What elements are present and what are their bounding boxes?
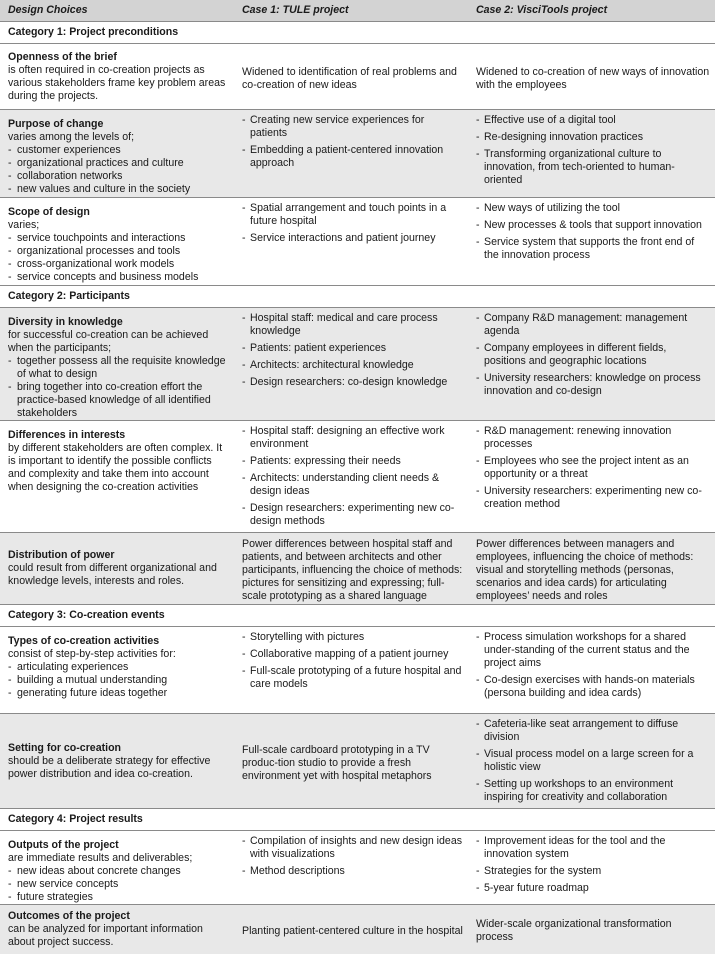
design-choice-list — [8, 355, 230, 420]
case-1-cell — [234, 627, 468, 714]
case-2-cell — [468, 533, 715, 605]
category-row — [0, 22, 715, 44]
case-2-cell — [468, 831, 715, 905]
design-choice-cell — [0, 198, 234, 286]
case-1-cell — [234, 831, 468, 905]
design-choice-title: Differences in interests — [8, 429, 126, 441]
list-item: - Effective use of a digital tool — [476, 114, 711, 127]
header-case-2: Case 2: VisciTools project — [468, 0, 715, 22]
category-title: Category 2: Participants — [0, 286, 715, 308]
list-item: - University researchers: knowledge on process innovation and co-design — [476, 372, 711, 398]
case-2-cell — [468, 44, 715, 110]
category-title: Category 3: Co-creation events — [0, 605, 715, 627]
list-item: - Hospital staff: medical and care process knowledge — [242, 312, 464, 338]
case2-text: Power differences between managers and employees, influencing the choice of methods: visual and storytelling methods (personas, scenarios and idea cards) for articulating employees’ needs and roles — [476, 538, 694, 602]
list-item: - organizational practices and culture — [8, 157, 230, 170]
list-item: - service concepts and business models — [8, 271, 230, 284]
design-choice-list — [8, 865, 230, 904]
case-1-cell — [234, 198, 468, 286]
list-item: - 5-year future roadmap — [476, 882, 711, 895]
list-item: - University researchers: experimenting new co-creation method — [476, 485, 711, 511]
table-row — [0, 905, 715, 954]
design-choice-cell — [0, 110, 234, 198]
list-item: - new service concepts — [8, 878, 230, 891]
case2-list — [476, 835, 711, 895]
list-item: - service touchpoints and interactions — [8, 232, 230, 245]
table-row — [0, 308, 715, 421]
design-choice-description: could result from different organizational and knowledge levels, interests and roles. — [8, 562, 217, 587]
list-item: - Creating new service experiences for patients — [242, 114, 464, 140]
case-1-cell — [234, 905, 468, 954]
case-1-cell — [234, 533, 468, 605]
list-item: - cross-organizational work models — [8, 258, 230, 271]
design-choice-list — [8, 661, 230, 700]
design-choice-title: Scope of design — [8, 206, 90, 218]
case-1-cell — [234, 44, 468, 110]
case-2-cell — [468, 110, 715, 198]
case2-text: Wider-scale organizational transformation process — [476, 918, 672, 944]
design-choice-cell — [0, 421, 234, 533]
design-choice-description: varies among the levels of; — [8, 131, 135, 143]
design-choice-title: Types of co-creation activities — [8, 635, 160, 647]
case2-list — [476, 202, 711, 262]
case1-list — [242, 425, 464, 528]
list-item: - Architects: understanding client needs & design ideas — [242, 472, 464, 498]
design-choice-description: consist of step-by-step activities for: — [8, 648, 176, 660]
list-item: - Process simulation workshops for a shared under-standing of the current status and the project aims — [476, 631, 711, 670]
list-item: - new ideas about concrete changes — [8, 865, 230, 878]
design-choice-list — [8, 144, 230, 196]
design-choice-title: Outcomes of the project — [8, 909, 130, 922]
list-item: - Design researchers: co-design knowledge — [242, 376, 464, 389]
design-choice-title: Outputs of the project — [8, 839, 119, 851]
case-1-cell — [234, 714, 468, 809]
list-item: - Compilation of insights and new design ideas with visualizations — [242, 835, 464, 861]
case2-text: Widened to co-creation of new ways of innovation with the employees — [476, 65, 710, 91]
design-choice-description: by different stakeholders are often complex. It is important to identify the possible conflicts and complexity and take them into account when designing the co-creation activities — [8, 442, 223, 493]
design-choice-title: Setting for co-creation — [8, 741, 122, 754]
design-choice-description: can be analyzed for important information about project success. — [8, 922, 203, 948]
case1-text: Full-scale cardboard prototyping in a TV produc-tion studio to provide a fresh environment yet with hospital metaphors — [242, 743, 432, 782]
design-choice-description: varies; — [8, 219, 40, 231]
case1-list — [242, 202, 464, 245]
list-item: - Visual process model on a large screen for a holistic view — [476, 748, 711, 774]
list-item: - Re-designing innovation practices — [476, 131, 711, 144]
list-item: - Spatial arrangement and touch points in a future hospital — [242, 202, 464, 228]
list-item: - Hospital staff: designing an effective work environment — [242, 425, 464, 451]
design-choice-title: Diversity in knowledge — [8, 316, 123, 328]
case1-text: Power differences between hospital staff and patients, and between architects and other participants, influencing the choice of methods: pictures for sensitizing and expressing; full-scale prototyping as a shared language — [242, 538, 463, 602]
list-item: - collaboration networks — [8, 170, 230, 183]
list-item: - Service system that supports the front end of the innovation process — [476, 236, 711, 262]
list-item: - Patients: patient experiences — [242, 342, 464, 355]
list-item: - Company R&D management: management agenda — [476, 312, 711, 338]
design-choice-description: should be a deliberate strategy for effective power distribution and idea co-creation. — [8, 754, 211, 780]
table-row — [0, 627, 715, 714]
list-item: - building a mutual understanding — [8, 674, 230, 687]
case-1-cell — [234, 308, 468, 421]
category-title: Category 4: Project results — [0, 809, 715, 831]
header-case-1: Case 1: TULE project — [234, 0, 468, 22]
case1-list — [242, 114, 464, 170]
list-item: - Architects: architectural knowledge — [242, 359, 464, 372]
case2-list — [476, 631, 711, 700]
category-row — [0, 286, 715, 308]
case2-list — [476, 114, 711, 187]
list-item: - together possess all the requisite knowledge of what to design — [8, 355, 230, 381]
design-choice-list — [8, 232, 230, 284]
design-choice-title: Purpose of change — [8, 118, 104, 130]
case1-list — [242, 312, 464, 389]
list-item: - Setting up workshops to an environment inspiring for creativity and collaboration — [476, 778, 711, 804]
design-choice-cell — [0, 905, 234, 954]
table-row — [0, 44, 715, 110]
design-choice-cell — [0, 627, 234, 714]
list-item: - R&D management: renewing innovation processes — [476, 425, 711, 451]
list-item: - bring together into co-creation effort the practice-based knowledge of all identified stakeholders — [8, 381, 230, 420]
list-item: - Collaborative mapping of a patient journey — [242, 648, 464, 661]
design-choice-title: Openness of the brief — [8, 50, 117, 63]
header-design-choices: Design Choices — [0, 0, 234, 22]
case-2-cell — [468, 905, 715, 954]
list-item: - future strategies — [8, 891, 230, 904]
case1-text: Planting patient-centered culture in the hospital — [242, 924, 463, 937]
category-title: Category 1: Project preconditions — [0, 22, 715, 44]
case1-text: Widened to identification of real problems and co-creation of new ideas — [242, 65, 457, 91]
list-item: - Employees who see the project intent as an opportunity or a threat — [476, 455, 711, 481]
list-item: - Design researchers: experimenting new co-design methods — [242, 502, 464, 528]
list-item: - new values and culture in the society — [8, 183, 230, 196]
list-item: - Improvement ideas for the tool and the innovation system — [476, 835, 711, 861]
list-item: - New ways of utilizing the tool — [476, 202, 711, 215]
case2-list — [476, 425, 711, 511]
case1-list — [242, 631, 464, 691]
list-item: - Co-design exercises with hands-on materials (persona building and idea cards) — [476, 674, 711, 700]
list-item: - articulating experiences — [8, 661, 230, 674]
table-row — [0, 198, 715, 286]
case-1-cell — [234, 421, 468, 533]
list-item: - generating future ideas together — [8, 687, 230, 700]
list-item: - Service interactions and patient journey — [242, 232, 464, 245]
case-2-cell — [468, 714, 715, 809]
list-item: - Method descriptions — [242, 865, 464, 878]
case1-list — [242, 835, 464, 878]
list-item: - Strategies for the system — [476, 865, 711, 878]
case2-list — [476, 718, 711, 804]
table-row — [0, 421, 715, 533]
list-item: - customer experiences — [8, 144, 230, 157]
table-row — [0, 533, 715, 605]
design-choice-description: for successful co-creation can be achieved when the participants; — [8, 329, 209, 354]
category-row — [0, 605, 715, 627]
list-item: - Patients: expressing their needs — [242, 455, 464, 468]
design-choice-description: is often required in co-creation projects as various stakeholders frame key problem areas during the projects. — [8, 63, 226, 102]
list-item: - Embedding a patient-centered innovation approach — [242, 144, 464, 170]
case-2-cell — [468, 198, 715, 286]
design-choice-cell — [0, 831, 234, 905]
design-choice-description: are immediate results and deliverables; — [8, 852, 193, 864]
case-2-cell — [468, 421, 715, 533]
list-item: - Storytelling with pictures — [242, 631, 464, 644]
table-row — [0, 831, 715, 905]
case2-list — [476, 312, 711, 398]
case-1-cell — [234, 110, 468, 198]
list-item: - organizational processes and tools — [8, 245, 230, 258]
list-item: - Cafeteria-like seat arrangement to diffuse division — [476, 718, 711, 744]
table-header-row — [0, 0, 715, 22]
design-choice-cell — [0, 308, 234, 421]
design-choice-cell — [0, 533, 234, 605]
design-choice-title: Distribution of power — [8, 549, 115, 561]
list-item: - Company employees in different fields, positions and geographic locations — [476, 342, 711, 368]
table-row — [0, 714, 715, 809]
list-item: - Full-scale prototyping of a future hospital and care models — [242, 665, 464, 691]
case-2-cell — [468, 627, 715, 714]
design-choice-cell — [0, 44, 234, 110]
category-row — [0, 809, 715, 831]
design-choice-cell — [0, 714, 234, 809]
case-2-cell — [468, 308, 715, 421]
table-row — [0, 110, 715, 198]
list-item: - Transforming organizational culture to innovation, from tech-oriented to human-oriented — [476, 148, 711, 187]
list-item: - New processes & tools that support innovation — [476, 219, 711, 232]
